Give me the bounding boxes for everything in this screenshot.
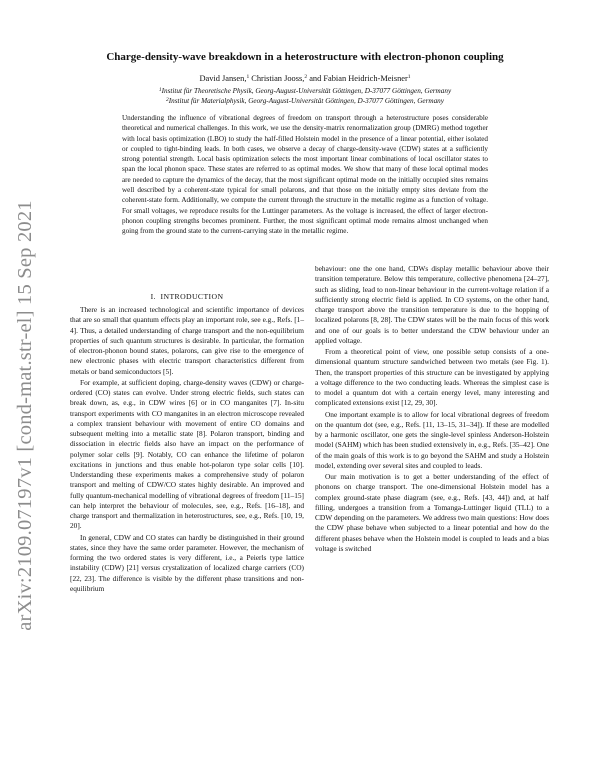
affiliation-number: 2 <box>166 97 169 103</box>
abstract <box>122 113 488 237</box>
paragraph: There is an increased technological and scientific importance of devices that are so small that quantum effects play an important role, see e.g., Refs. [1–4]. Thus, a detailed understanding of charge transport and the non-equilibrium properties of such quantum structures is desirable. In particular, the formation of electron-phonon bound states, polarons, can give rise to the emergence of new electronic phases with electric transport characteristics different from metals or band semiconductors [5]. <box>70 305 304 376</box>
paragraph: One important example is to allow for local vibrational degrees of freedom on the quantum dot (see, e.g., Refs. [11, 13–15, 31–34]). If these are modelled by a harmonic oscillator, one gets the single-level spinless Anderson-Holstein model (SAHM) which has been studied extensively in, e.g., Refs. [35–42]. One of the main goals of this work is to go beyond the SAHM and study a Holstein model, extending over several sites and coupled to leads. <box>315 409 549 470</box>
left-column <box>70 305 304 594</box>
author-name: David Jansen, <box>199 74 247 83</box>
paper-title: Charge-density-wave breakdown in a heterostructure with electron-phonon coupling <box>106 51 504 63</box>
affiliation-text: Institut für Theoretische Physik, Georg-August-Universität Göttingen, D-37077 Göttingen, Germany <box>161 87 452 95</box>
affiliation-text: Institut für Materialphysik, Georg-August-Universität Göttingen, D-37077 Göttingen, Germany <box>168 97 444 105</box>
section-heading <box>70 292 304 302</box>
author-affiliation-mark: 2 <box>304 74 308 80</box>
right-column <box>315 264 549 554</box>
author-affiliation-mark: 1 <box>407 74 411 80</box>
paragraph: In general, CDW and CO states can hardly be distinguished in their ground states, since they have the same order parameter. However, the mechanism of forming the two ordered states is very different, i.e., a Peierls type lattice instability (CDW) [21] versus crystalization of localized charge carriers (CO) [22, 23]. The difference is visible by the different phase transitions and non-equilibrium <box>70 532 304 593</box>
paragraph: For example, at sufficient doping, charge-density waves (CDW) or charge-ordered (CO) states can evolve. Under strong electric fields, such states can break down, as, e.g., in CDW wires [6] or in CO manganites [7]. In-situ transport experiments with CO manganites in an electron microscope revealed a complex transient behaviour with movement of entire CO domains and subsequent melting into a metallic state [8]. Polaron transport, binding and dissociation in electric fields also have an impact on the performance of polymer solar cells [9]. Notably, CO can enhance the lifetime of polaron excitations in junctions and thus enable hot-polaron type solar cells [10]. Understanding these experiments makes a comprehensive study of polaron transport and melting of CDW/CO states highly desirable. An improved and fully quantum-mechanical modelling of vibrational degrees of freedom [11–15] can help interpret the behaviour of molecules, see, e.g., Refs. [16–18], and charge transport and thermalization in heterostructures, see, e.g., Refs. [10, 19, 20]. <box>70 377 304 531</box>
section-number: I. <box>150 292 156 301</box>
affiliation-number: 1 <box>158 87 162 93</box>
paragraph: Our main motivation is to get a better understanding of the effect of phonons on charge transport. The one-dimensional Holstein model has a complex ground-state phase diagram (see, e.g., Refs. [43, 44]) and, at half filling, undergoes a transition from a Tomanga-Luttinger liquid (TLL) to a CDW depending on the parameters. We address two main questions: How does the CDW phase behave when subjected to a linear potential and how do the different phases behave when the Holstein model is coupled to leads and a bias voltage is switched <box>315 472 549 553</box>
affiliation <box>60 97 550 106</box>
arxiv-identifier-margin <box>8 185 42 645</box>
paragraph: From a theoretical point of view, one possible setup consists of a one-dimensional quantum structure sandwiched between two metals (see Fig. 1). Then, the transport properties of this structure can be investigated by applying a voltage difference to the two conducting leads. Whereas the simplest case is to model a quantum dot with a certain energy level, many interesting and complicated extensions exist [12, 29, 30]. <box>315 347 549 408</box>
author-list <box>60 73 550 84</box>
author-name: Christian Jooss, <box>251 74 305 83</box>
author-affiliation-mark: 1 <box>246 74 250 80</box>
section-title: INTRODUCTION <box>160 292 224 301</box>
paragraph: behaviour: one the one hand, CDWs display metallic behaviour above their transition temperature. Below this temperature, collective phenomena [24–27], such as sliding, lead to non-linear behaviour in the current-voltage relation if a sufficiently strong electric field is applied. In CO systems, on the other hand, charge transport above the transition temperature is due to the hopping of localized polarons [8, 28]. The CDW states will be the main focus of this work and one of our goals is to better understand the CDW behaviour under an applied voltage. <box>315 264 549 345</box>
author-name: and Fabian Heidrich-Meisner <box>309 74 408 83</box>
abstract-text: Understanding the influence of vibrational degrees of freedom on transport through a heterostructure poses considerable theoretical and numerical challenges. In this work, we use the density-matrix renormalization group (DMRG) method together with local basis optimization (LBO) to study the half-filled Holstein model in the presence of a linear potential, either isolated or coupled to tight-binding leads. In both cases, we observe a decay of charge-density-wave (CDW) states at a sufficiently strong potential strength. Local basis optimization selects the most important linear combinations of local oscillator states to span the local phonon space. These states are referred to as optimal modes. We show that many of these local optimal modes are needed to capture the dynamics of the decay, that the most significant optimal mode on the initially occupied sites remains well described by a coherent-state typical for small polarons, and that those on the initially empty sites deviate from the coherent-state form. Additionally, we compute the current through the structure in the metallic regime as a function of voltage. For small voltages, we reproduce results for the Luttinger parameters. As the voltage is increased, the effect of larger electron-phonon coupling strengths becomes prominent. Further, the most significant optimal mode remains almost unchanged when going from the ground state to the current-carrying state in the metallic regime. <box>122 114 488 236</box>
affiliation <box>60 87 550 96</box>
arxiv-identifier[interactable]: arXiv:2109.07197v1 [cond-mat.str-el] 15 Sep 2021 <box>13 199 36 631</box>
